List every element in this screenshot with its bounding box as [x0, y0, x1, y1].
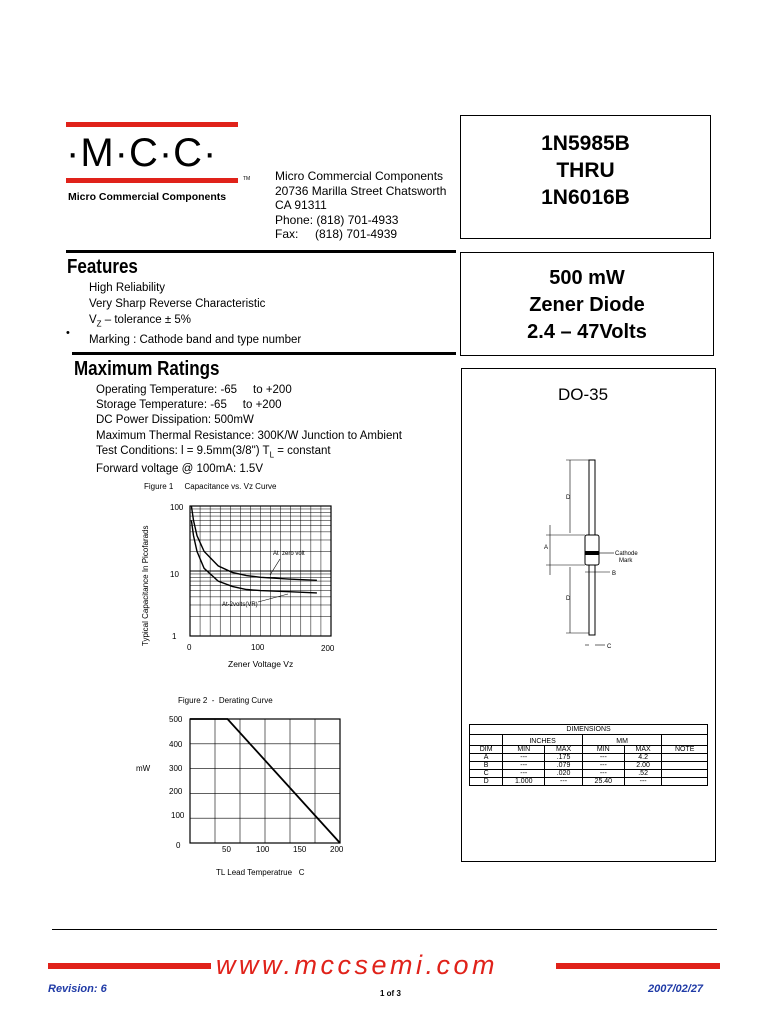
part-number-start: 1N5985B [541, 132, 630, 155]
header-in-max: MAX [545, 746, 583, 754]
dim-c-label: C [607, 644, 612, 650]
footer-left-bar [48, 963, 211, 969]
power-rating: 500 mW [549, 267, 625, 289]
header-mm-max: MAX [624, 746, 662, 754]
mcc-logo: ·M·C·C· [66, 131, 218, 175]
address-line: Fax: (818) 701-4939 [275, 227, 398, 241]
footer-right-bar [556, 963, 720, 969]
rating-item: DC Power Dissipation: 500mW [96, 414, 254, 427]
revision-label: Revision: 6 [48, 983, 107, 995]
part-number-end: 1N6016B [541, 186, 630, 209]
figure-2-xtick: 200 [330, 845, 344, 854]
features-list [89, 280, 301, 348]
dim-b-label: B [612, 571, 617, 577]
figure-1-ytick: 1 [172, 632, 177, 641]
rating-item-test: Test Conditions: l = 9.5mm(3/8") $T_L$ = constant [96, 444, 331, 460]
table-row: A --- .175 --- 4.2 [470, 754, 708, 762]
part-number-box [460, 115, 711, 239]
inches-header: INCHES [503, 735, 583, 746]
dim-a-label: A [544, 545, 549, 551]
figure-2-ytick: 200 [169, 787, 183, 796]
logo-top-bar [66, 122, 238, 127]
feature-item-vz: $V_Z$ – tolerance ± 5% [89, 314, 191, 329]
figure-1-annotation-zero: At zero volt [273, 551, 305, 557]
mm-header: MM [582, 735, 662, 746]
address-line: Phone: (818) 701-4933 [275, 212, 399, 227]
date-label: 2007/02/27 [648, 983, 704, 995]
figure-1-title: Figure 1 Capacitance vs. Vz Curve [144, 482, 277, 491]
figure-2-title: Figure 2 - Derating Curve [178, 696, 273, 705]
part-number-thru: THRU [556, 159, 615, 182]
company-address [275, 169, 446, 242]
page-number: 1 of 3 [380, 989, 401, 998]
figure-2-xtick: 100 [256, 845, 270, 854]
dimensions-title: DIMENSIONS [470, 725, 708, 735]
figure-1-leader-zero [270, 559, 280, 575]
header-mm-min: MIN [582, 746, 624, 754]
company-name-under-logo: Micro Commercial Components [68, 191, 227, 203]
feature-item: Very Sharp Reverse Characteristic [89, 298, 266, 310]
address-line: Micro Commercial Components [275, 169, 444, 183]
address-line: CA 91311 [275, 198, 327, 212]
footer-divider [52, 929, 717, 930]
figure-1-xtick: 200 [321, 644, 335, 653]
figure-2-ylabel: mW [136, 764, 151, 773]
voltage-range: 2.4 – 47Volts [527, 321, 647, 343]
device-type: Zener Diode [529, 294, 645, 316]
logo-bottom-bar [66, 178, 238, 183]
figure-1-xtick: 100 [251, 643, 265, 652]
figure-2-xlabel: TL Lead Temperatrue C [216, 868, 305, 877]
figure-2-xtick: 0 [176, 841, 181, 850]
dimensions-table-wrap [469, 724, 708, 786]
header-in-min: MIN [503, 746, 545, 754]
dim-d-bottom-label: D [566, 596, 571, 602]
dim-d-top-label: D [566, 495, 571, 501]
figure-1-ytick: 100 [170, 503, 184, 512]
cathode-mark-label: Mark [619, 558, 633, 564]
header-note: NOTE [662, 746, 708, 754]
bullet: • [66, 327, 70, 339]
website-link[interactable]: www.mccsemi.com [216, 950, 499, 980]
ratings-list [96, 383, 402, 478]
features-divider [72, 352, 456, 355]
address-line: 20736 Marilla Street Chatsworth [275, 183, 447, 198]
figure-2-chart [130, 692, 370, 884]
summary-box [460, 252, 714, 356]
figure-1-annotation-2v: At-2volts(VR) [222, 602, 258, 608]
trademark: TM [243, 176, 251, 182]
figure-1-chart [130, 478, 370, 678]
figure-1-xtick: 0 [187, 643, 192, 652]
feature-item: High Reliability [89, 282, 166, 294]
figure-2-ytick: 500 [169, 715, 183, 724]
header-divider [66, 250, 456, 253]
figure-2-ytick: 300 [169, 764, 183, 773]
feature-item: Marking : Cathode band and type number [89, 334, 302, 347]
figure-2-grid [190, 719, 340, 843]
header-dim: DIM [470, 746, 503, 754]
figure-1-leader-2v [258, 594, 288, 602]
do35-package-drawing [530, 455, 660, 660]
figure-1-ylabel: Typical Capacitance In Picofarads [141, 525, 150, 646]
rating-item: Storage Temperature: -65 to +200 [96, 399, 282, 412]
figure-1-xlabel: Zener Voltage Vz [228, 659, 294, 669]
table-row: D 1.000 --- 25.40 --- [470, 778, 708, 786]
figure-2-xtick: 150 [293, 845, 307, 854]
features-heading: Features [67, 256, 138, 278]
figure-2-xtick: 50 [222, 845, 231, 854]
figure-2-ytick: 400 [169, 740, 183, 749]
table-row: B --- .079 --- 2.00 [470, 762, 708, 770]
figure-1-ytick: 10 [170, 570, 179, 579]
figure-2-ytick: 100 [171, 811, 185, 820]
figure-1-grid [190, 506, 331, 636]
rating-item: Operating Temperature: -65 to +200 [96, 384, 292, 396]
rating-item: Forward voltage @ 100mA: 1.5V [96, 463, 264, 476]
package-title: DO-35 [558, 385, 609, 404]
cathode-label: Cathode [615, 551, 638, 557]
dimensions-table [469, 724, 708, 786]
table-row: C --- .020 --- .52 [470, 770, 708, 778]
ratings-heading: Maximum Ratings [74, 358, 220, 380]
rating-item: Maximum Thermal Resistance: 300K/W Junction to Ambient [96, 429, 402, 442]
